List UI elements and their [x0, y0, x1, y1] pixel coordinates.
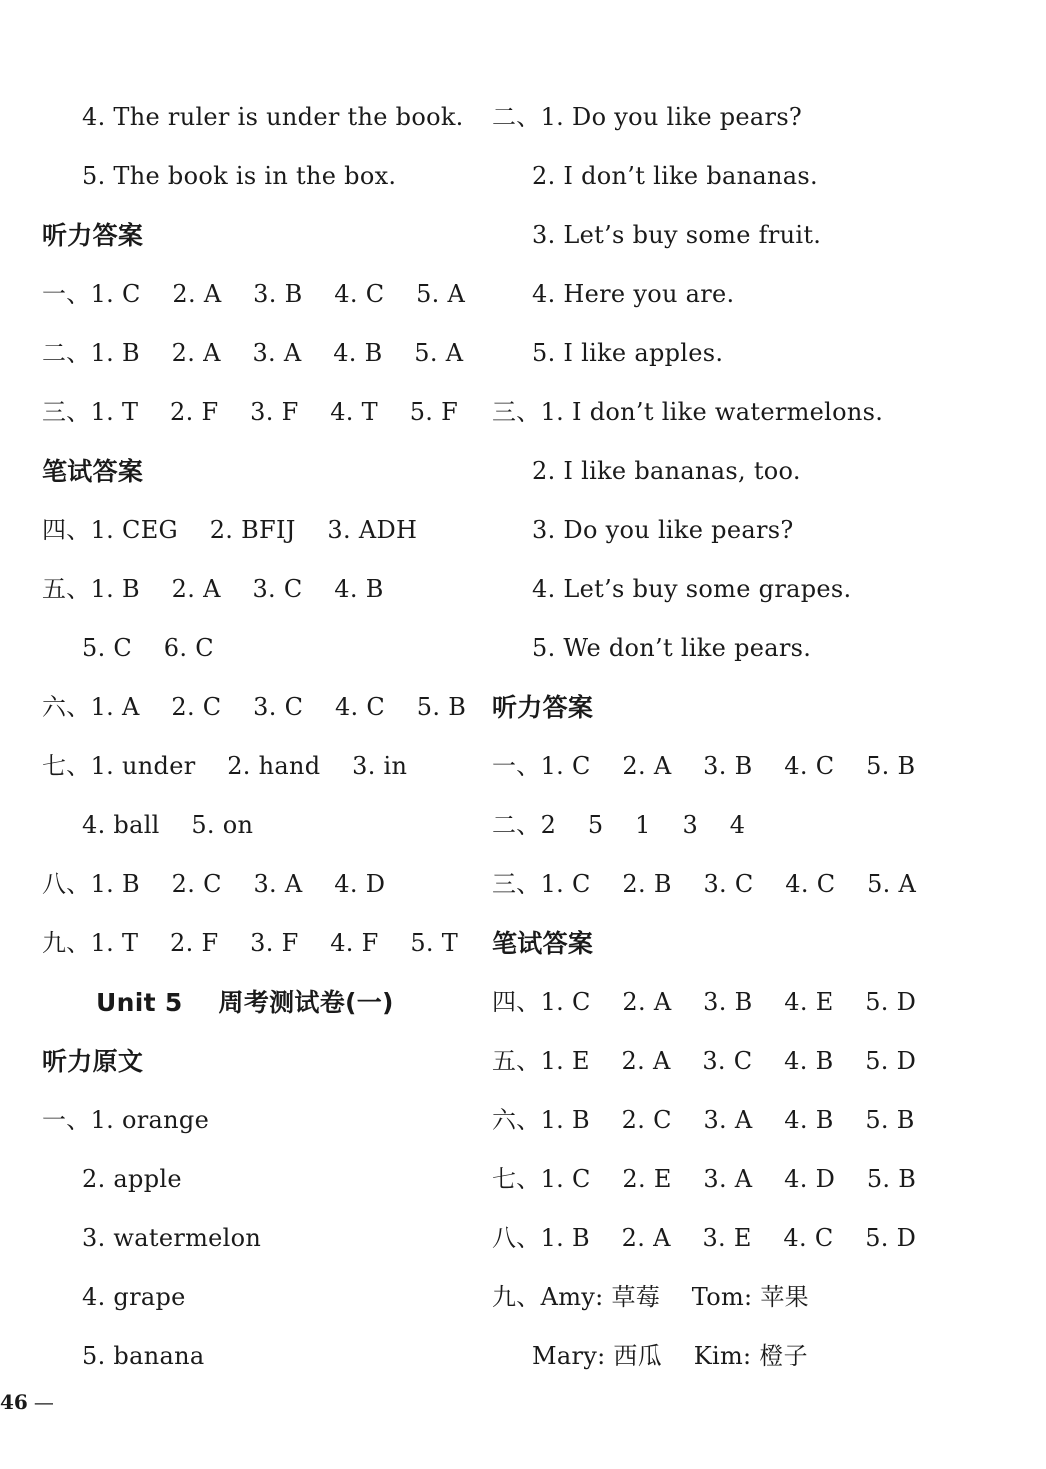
answer-line: 三、1. C 2. B 3. C 4. C 5. A [492, 870, 917, 898]
answer-line: 九、1. T 2. F 3. F 4. F 5. T [42, 929, 459, 957]
answer-line: 一、1. C 2. A 3. B 4. C 5. B [492, 752, 916, 780]
answer-line: 三、1. T 2. F 3. F 4. T 5. F [42, 398, 459, 426]
answer-line: 3. Do you like pears? [532, 516, 794, 544]
answer-line: 3. Let’s buy some fruit. [532, 221, 822, 249]
answer-line: 二、1. B 2. A 3. A 4. B 5. A [42, 339, 464, 367]
answer-line: 四、1. C 2. A 3. B 4. E 5. D [492, 988, 917, 1016]
left-column [42, 88, 467, 1386]
answer-line: 5. The book is in the box. [82, 162, 397, 190]
answer-line: 四、1. CEG 2. BFIJ 3. ADH [42, 516, 418, 544]
answer-line: 六、1. B 2. C 3. A 4. B 5. B [492, 1106, 915, 1134]
answer-line: 4. grape [82, 1283, 186, 1311]
section-heading: Unit 5 周考测试卷(一) [96, 988, 394, 1017]
answer-line: 二、2 5 1 3 4 [492, 811, 746, 839]
answer-line: 三、1. I don’t like watermelons. [492, 398, 884, 426]
answer-line: 5. banana [82, 1342, 205, 1370]
right-column [492, 88, 1012, 1386]
section-heading: 笔试答案 [492, 929, 594, 958]
section-heading: 听力答案 [42, 221, 144, 250]
answer-line: 一、1. orange [42, 1106, 210, 1134]
footer-dash: — [33, 1390, 54, 1414]
answer-line: 5. We don’t like pears. [532, 634, 812, 662]
answer-line: 5. C 6. C [82, 634, 214, 662]
answer-line: 六、1. A 2. C 3. C 4. C 5. B [42, 693, 467, 721]
answer-line: 八、1. B 2. C 3. A 4. D [42, 870, 386, 898]
page-footer [0, 1390, 54, 1414]
answer-line: 五、1. E 2. A 3. C 4. B 5. D [492, 1047, 917, 1075]
answer-line: 七、1. under 2. hand 3. in [42, 752, 408, 780]
answer-line: 4. Here you are. [532, 280, 735, 308]
section-heading: 笔试答案 [42, 457, 144, 486]
answer-line: 八、1. B 2. A 3. E 4. C 5. D [492, 1224, 917, 1252]
answer-line: 一、1. C 2. A 3. B 4. C 5. A [42, 280, 466, 308]
answer-line: 2. I like bananas, too. [532, 457, 801, 485]
answer-line: 2. I don’t like bananas. [532, 162, 818, 190]
answer-line: 5. I like apples. [532, 339, 724, 367]
answer-line: 五、1. B 2. A 3. C 4. B [42, 575, 384, 603]
section-heading: 听力答案 [492, 693, 594, 722]
page-number: 46 [0, 1390, 28, 1414]
answer-line: 二、1. Do you like pears? [492, 103, 803, 131]
answer-line: 九、Amy: 草莓 Tom: 苹果 [492, 1283, 809, 1311]
answer-line: 4. The ruler is under the book. [82, 103, 464, 131]
answer-line: 4. Let’s buy some grapes. [532, 575, 852, 603]
answer-line: Mary: 西瓜 Kim: 橙子 [532, 1342, 808, 1370]
answer-line: 3. watermelon [82, 1224, 262, 1252]
section-heading: 听力原文 [42, 1047, 144, 1076]
answer-line: 七、1. C 2. E 3. A 4. D 5. B [492, 1165, 917, 1193]
answer-line: 2. apple [82, 1165, 182, 1193]
answer-line: 4. ball 5. on [82, 811, 254, 839]
